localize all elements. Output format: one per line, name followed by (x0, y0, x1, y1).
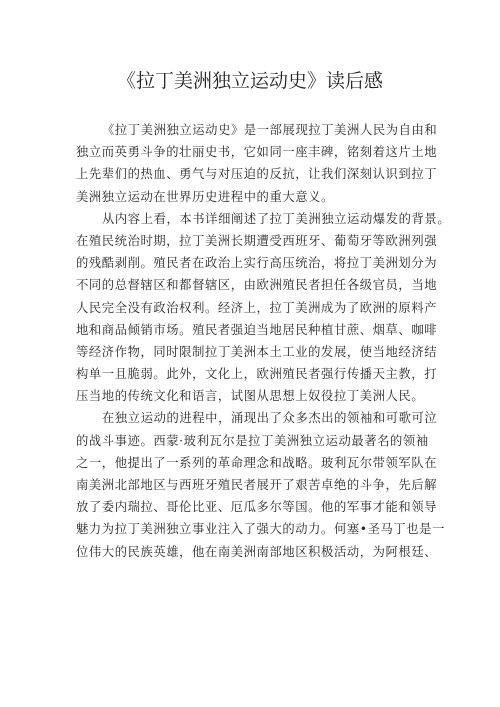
paragraph-line: 之一，他提出了一系列的革命理念和战略。玻利瓦尔带领军队在 (76, 455, 438, 470)
paragraph-line: 美洲独立运动在世界历史进程中的重大意义。 (76, 189, 334, 204)
paragraph-line: 《拉丁美洲独立运动史》是一部展现拉丁美洲人民为自由和 (102, 123, 438, 137)
paragraph-line: 人民完全没有政治权利。经济上，拉丁美洲成为了欧洲的原料产 (76, 300, 438, 315)
paragraph-line: 位伟大的民族英雄，他在南美洲南部地区积极活动，为阿根廷、 (76, 544, 438, 559)
paragraph-line: 放了委内瑞拉、哥伦比亚、厄瓜多尔等国。他的军事才能和领导 (76, 500, 438, 515)
paragraph-line: 在殖民统治时期，拉丁美洲长期遭受西班牙、葡萄牙等欧洲列强 (76, 233, 438, 248)
paragraph-line: 等经济作物，同时限制拉丁美洲本土工业的发展，使当地经济结 (76, 344, 438, 359)
paragraph-line: 地和商品倾销市场。殖民者强迫当地居民种植甘蔗、烟草、咖啡 (76, 322, 438, 337)
paragraph-line: 独立而英勇斗争的壮丽史书，它如同一座丰碑，铭刻着这片土地 (76, 145, 438, 160)
paragraph-line: 的战斗事迹。西蒙·玻利瓦尔是拉丁美洲独立运动最著名的领袖 (76, 433, 429, 448)
paragraph-line: 魅力为拉丁美洲独立事业注入了强大的动力。何塞•圣马丁也是一 (76, 522, 445, 537)
paragraph-line: 从内容上看，本书详细阐述了拉丁美洲独立运动爆发的背景。 (102, 211, 451, 226)
paragraph-2 (76, 208, 451, 408)
document-title: 《拉丁美洲独立运动史》读后感 (116, 70, 383, 92)
paragraph-line: 的残酷剥削。殖民者在政治上实行高压统治，将拉丁美洲划分为 (76, 256, 438, 271)
paragraph-line: 在独立运动的进程中，涌现出了众多杰出的领袖和可歌可泣 (102, 411, 438, 426)
document-body (76, 119, 451, 563)
paragraph-line: 不同的总督辖区和都督辖区，由欧洲殖民者担任各级官员，当地 (76, 278, 438, 293)
paragraph-line: 上先辈们的热血、勇气与对压迫的反抗，让我们深刻认识到拉丁 (76, 167, 438, 182)
paragraph-3 (76, 407, 445, 562)
paragraph-line: 构单一且脆弱。此外，文化上，欧洲殖民者强行传播天主教，打 (76, 367, 438, 382)
paragraph-line: 南美洲北部地区与西班牙殖民者展开了艰苦卓绝的斗争，先后解 (76, 478, 438, 492)
paragraph-line: 压当地的传统文化和语言，试图从思想上奴役拉丁美洲人民。 (76, 389, 425, 404)
paragraph-1 (76, 119, 438, 208)
